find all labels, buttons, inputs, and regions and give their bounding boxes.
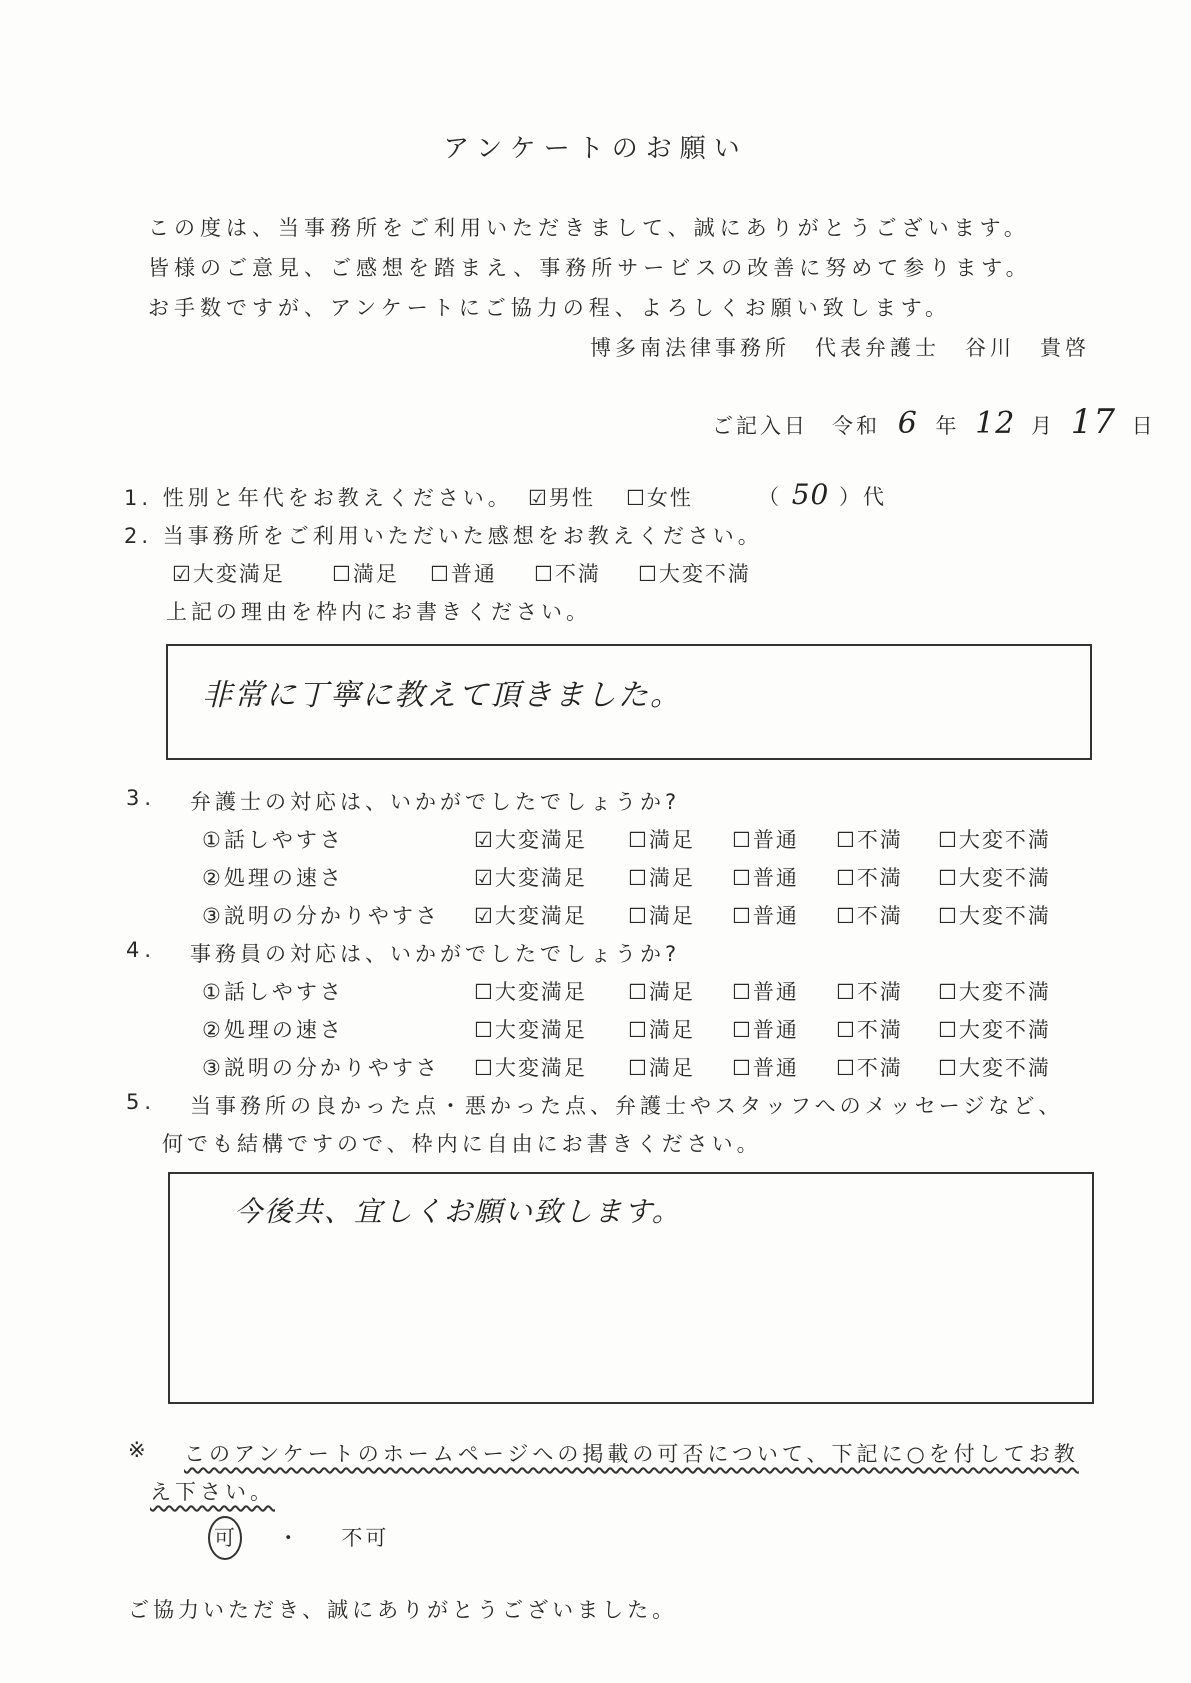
q4-row1-option[interactable]: ☐大変不満 [938,980,1051,1004]
q2-handwritten-answer: 非常に丁寧に教えて頂きました。 [202,678,682,713]
q4-row-label: ③説明の分かりやすさ [202,1056,440,1080]
page-title: アンケートのお願い [443,134,748,164]
q3-row2-option[interactable]: ☐不満 [836,866,903,890]
signature: 博多南法律事務所 代表弁護士 谷川 貴啓 [590,336,1090,360]
q4-row3-option[interactable]: ☐大変満足 [474,1056,587,1080]
q4-row-label: ①話しやすさ [202,980,344,1004]
selection-circle [208,1516,242,1560]
q4-row2-option[interactable]: ☐大変満足 [474,1018,587,1042]
q3-number: 3. [126,786,157,810]
q4-row3-option[interactable]: ☐普通 [732,1056,799,1080]
intro-line-1: この度は、当事務所をご利用いただきまして、誠にありがとうございます。 [148,216,1030,240]
date-month[interactable]: 12 [975,406,1016,441]
q3-row3-option[interactable]: ☐不満 [836,904,903,928]
q5-text-line-2: 何でも結構ですので、枠内に自由にお書きください。 [162,1132,762,1156]
q2-option[interactable]: ☐満足 [332,562,399,586]
date-day-unit: 日 [1131,414,1156,438]
age-value[interactable]: 50 [791,478,830,511]
date-year[interactable]: 6 [897,406,918,441]
q1-age [758,478,887,511]
q2-reason-prompt: 上記の理由を枠内にお書きください。 [166,600,591,624]
q3-row1-option[interactable]: ☑大変満足 [474,828,587,852]
q4-row1-option[interactable]: ☐満足 [628,980,695,1004]
q4-row-label: ②処理の速さ [202,1018,344,1042]
q1-female-checkbox[interactable]: ☐女性 [626,486,693,510]
note-mark: ※ [128,1438,151,1462]
q3-row1-option[interactable]: ☐不満 [836,828,903,852]
q2-option[interactable]: ☐大変不満 [638,562,751,586]
q3-row1-option[interactable]: ☐普通 [732,828,799,852]
note-line-2: え下さい。 [150,1480,275,1504]
note-line-1: このアンケートのホームページへの掲載の可否について、下記に○を付してお教 [184,1442,1079,1466]
date-month-unit: 月 [1031,414,1056,438]
q3-row2-option[interactable]: ☑大変満足 [474,866,587,890]
q3-row3-option[interactable]: ☑大変満足 [474,904,587,928]
q4-row2-option[interactable]: ☐大変不満 [938,1018,1051,1042]
q3-row3-option[interactable]: ☐普通 [732,904,799,928]
publish-ok-option[interactable] [214,1522,238,1552]
q2-option[interactable]: ☐普通 [430,562,497,586]
q4-row2-option[interactable]: ☐不満 [836,1018,903,1042]
q4-row1-option[interactable]: ☐不満 [836,980,903,1004]
q4-row1-option[interactable]: ☐大変満足 [474,980,587,1004]
q3-text: 弁護士の対応は、いかがでしたでしょうか? [190,790,681,814]
q3-row-label: ②処理の速さ [202,866,344,890]
q2-option[interactable]: ☐不満 [534,562,601,586]
q1-text: 1. 性別と年代をお教えください。 [124,486,513,510]
q4-row3-option[interactable]: ☐満足 [628,1056,695,1080]
date-year-unit: 年 [935,414,960,438]
q2-option[interactable]: ☑大変満足 [172,562,285,586]
q3-row-label: ①話しやすさ [202,828,344,852]
q4-row1-option[interactable]: ☐普通 [732,980,799,1004]
q5-comment-box[interactable] [168,1172,1094,1404]
q4-row2-option[interactable]: ☐普通 [732,1018,799,1042]
q4-row3-option[interactable]: ☐大変不満 [938,1056,1051,1080]
q2-text: 2. 当事務所をご利用いただいた感想をお教えください。 [124,524,763,548]
q3-row1-option[interactable]: ☐大変不満 [938,828,1051,852]
date-day[interactable]: 17 [1070,402,1116,442]
intro-line-2: 皆様のご意見、ご感想を踏まえ、事務所サービスの改善に努めて参ります。 [148,256,1032,280]
q3-row1-option[interactable]: ☐満足 [628,828,695,852]
q3-row2-option[interactable]: ☐大変不満 [938,866,1051,890]
q4-row3-option[interactable]: ☐不満 [836,1056,903,1080]
age-close-paren: ）代 [839,485,888,509]
q3-row3-option[interactable]: ☐満足 [628,904,695,928]
publish-separator: ・ [277,1526,302,1550]
q3-row-label: ③説明の分かりやすさ [202,904,440,928]
q5-number: 5. [126,1090,157,1114]
q2-reason-box[interactable] [166,644,1092,760]
q3-row3-option[interactable]: ☐大変不満 [938,904,1051,928]
publish-ng-option[interactable]: 不可 [341,1526,390,1550]
q4-number: 4. [126,938,157,962]
q4-row2-option[interactable]: ☐満足 [628,1018,695,1042]
age-open-paren: （ [758,485,782,509]
publish-permission [214,1522,389,1552]
publish-ok-label: 可 [214,1526,238,1550]
q3-row2-option[interactable]: ☐普通 [732,866,799,890]
q1-male-checkbox[interactable]: ☑男性 [528,486,595,510]
date-label: ご記入日 令和 [712,414,880,438]
q5-handwritten-answer: 今後共、宜しくお願い致します。 [234,1195,682,1228]
q5-text-line-1: 当事務所の良かった点・悪かった点、弁護士やスタッフへのメッセージなど、 [190,1094,1064,1118]
q3-row2-option[interactable]: ☐満足 [628,866,695,890]
closing-message: ご協力いただき、誠にありがとうございました。 [128,1598,678,1622]
q4-text: 事務員の対応は、いかがでしたでしょうか? [190,942,681,966]
entry-date [712,402,1156,442]
intro-line-3: お手数ですが、アンケートにご協力の程、よろしくお願い致します。 [148,296,952,320]
